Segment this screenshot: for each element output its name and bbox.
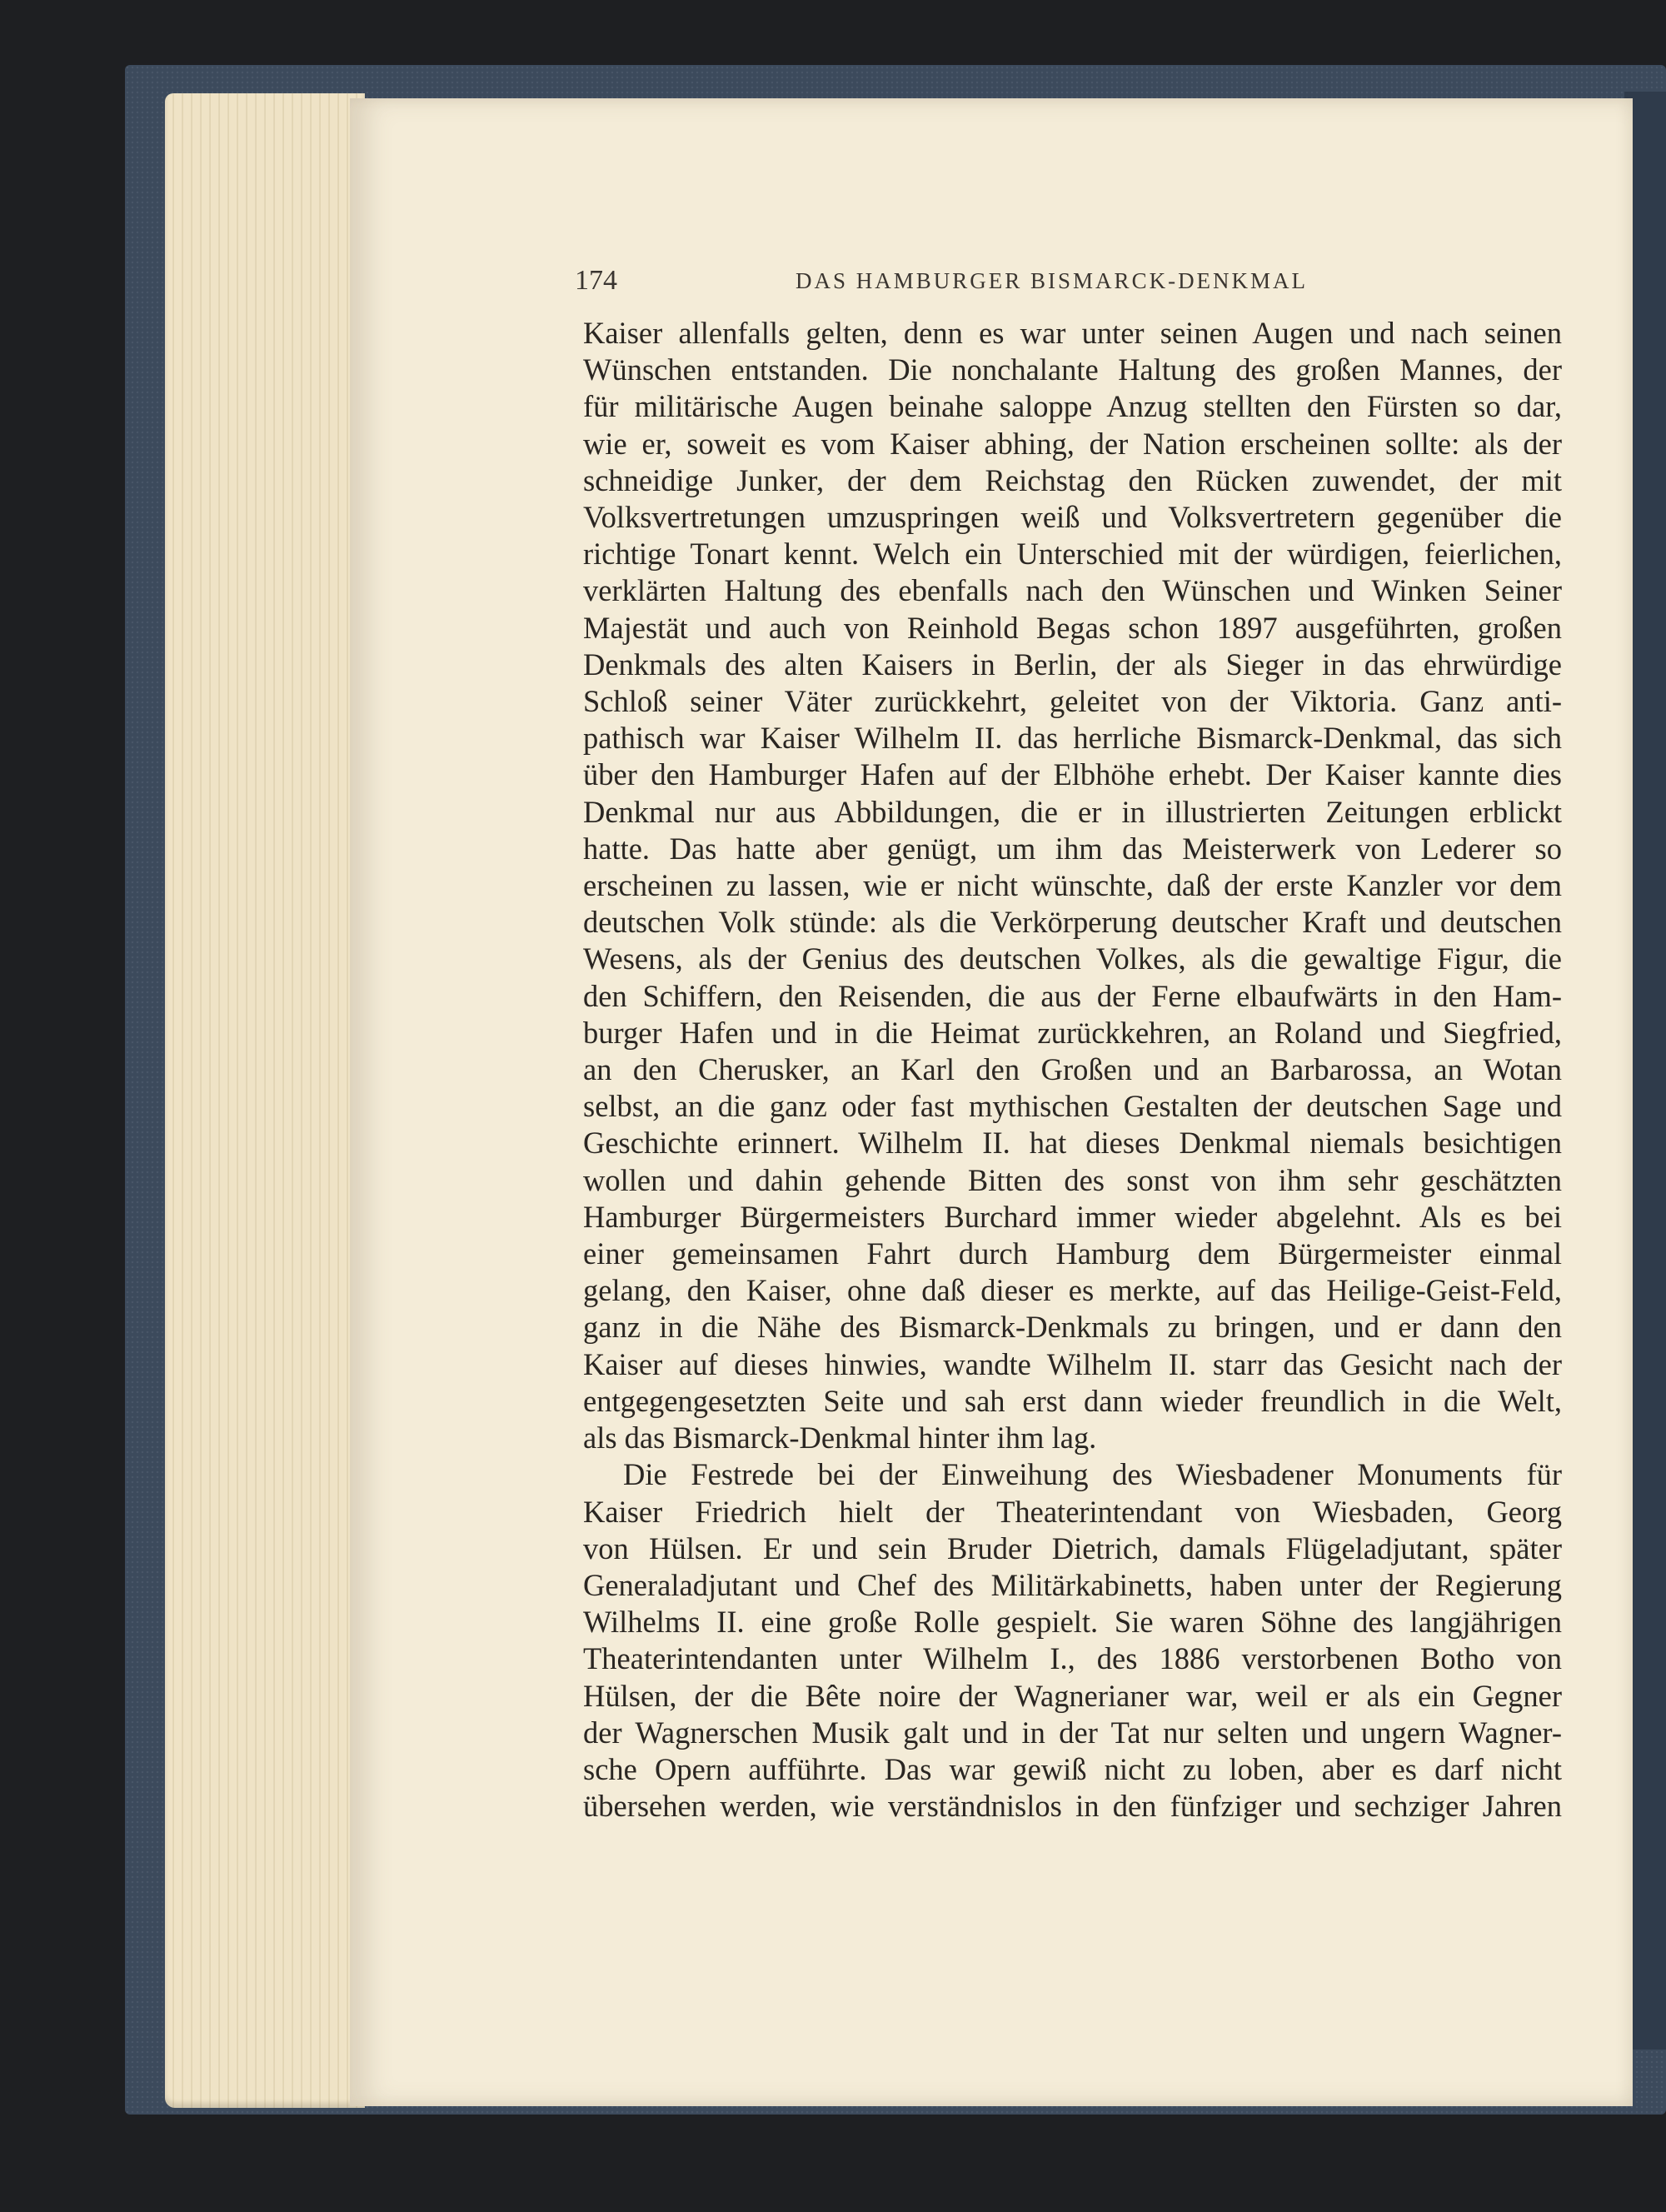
text-line: entgegengesetzten Seite und sah erst dann wieder freundlich in die Welt,: [583, 1383, 1562, 1418]
show-through-text: [450, 733, 558, 825]
text-line: Wünschen entstanden. Die nonchalante Haltung des großen Mannes, der: [583, 352, 1562, 387]
text-line: ganz in die Nähe des Bismarck-Denkmals zu bringen, und er dann den: [583, 1310, 1562, 1345]
text-line: Schloß seiner Väter zurückkehrt, geleitet von der Viktoria. Ganz anti-: [583, 684, 1562, 719]
text-line: schneidige Junker, der dem Reichstag den Rücken zuwendet, der mit: [583, 462, 1562, 497]
text-line: sche Opern aufführte. Das war gewiß nicht zu loben, aber es darf nicht: [583, 1751, 1562, 1786]
paragraph: [583, 1456, 1562, 1825]
text-line: deutschen Volk stünde: als die Verkörperung deutscher Kraft und deutschen: [583, 905, 1562, 940]
text-line: als das Bismarck-Denkmal hinter ihm lag.: [583, 1421, 1097, 1456]
text-line: über den Hamburger Hafen auf der Elbhöhe erhebt. Der Kaiser kannte dies: [583, 757, 1562, 792]
text-line: Volksvertretungen umzuspringen weiß und Volksvertretern gegenüber die: [583, 500, 1562, 535]
page-stack-edges: [165, 93, 365, 2108]
text-line: Wilhelms II. eine große Rolle gespielt. Sie waren Söhne des langjährigen: [583, 1605, 1562, 1640]
text-line: pathisch war Kaiser Wilhelm II. das herrliche Bismarck-Denkmal, das sich: [583, 721, 1562, 756]
text-line: der Wagnerschen Musik galt und in der Tat nur selten und ungern Wagner-: [583, 1715, 1562, 1750]
text-line: Die Festrede bei der Einweihung des Wiesbadener Monuments für: [623, 1457, 1562, 1492]
running-title: DAS HAMBURGER BISMARCK-DENKMAL: [796, 268, 1309, 293]
text-line: Geschichte erinnert. Wilhelm II. hat dieses Denkmal niemals besichtigen: [583, 1126, 1562, 1161]
text-line: Kaiser Friedrich hielt der Theaterintendant von Wiesbaden, Georg: [583, 1494, 1562, 1529]
text-line: für militärische Augen beinahe saloppe Anzug stellten den Fürsten so dar,: [583, 389, 1562, 424]
text-line: verklärten Haltung des ebenfalls nach den Wünschen und Winken Seiner: [583, 573, 1562, 608]
text-line: Generaladjutant und Chef des Militärkabinetts, haben unter der Regierung: [583, 1567, 1562, 1602]
text-line: gelang, den Kaiser, ohne daß dieser es merkte, auf das Heilige-Geist-Feld,: [583, 1273, 1562, 1308]
text-line: Theaterintendanten unter Wilhelm I., des 1886 verstorbenen Botho von: [583, 1641, 1562, 1676]
text-line: Kaiser auf dieses hinwies, wandte Wilhelm II. starr das Gesicht nach der: [583, 1346, 1562, 1381]
text-line: wie er, soweit es vom Kaiser abhing, der Nation erscheinen sollte: als der: [583, 426, 1562, 461]
body-text: [583, 315, 1562, 1825]
text-line: Denkmal nur aus Abbildungen, die er in illustrierten Zeitungen erblickt: [583, 794, 1562, 829]
text-line: hatte. Das hatte aber genügt, um ihm das Meisterwerk von Lederer so: [583, 831, 1562, 866]
text-line: Hülsen, der die Bête noire der Wagnerianer war, weil er als ein Gegner: [583, 1678, 1562, 1713]
text-line: übersehen werden, wie verständnislos in den fünfziger und sechziger Jahren: [583, 1789, 1562, 1824]
text-line: selbst, an die ganz oder fast mythischen Gestalten der deutschen Sage und: [583, 1089, 1562, 1124]
page-header: [575, 265, 1566, 307]
text-line: Kaiser allenfalls gelten, denn es war unter seinen Augen und nach seinen: [583, 316, 1562, 350]
text-line: Hamburger Bürgermeisters Burchard immer wieder abgelehnt. Als es bei: [583, 1199, 1562, 1234]
text-line: einer gemeinsamen Fahrt durch Hamburg dem Bürgermeister einmal: [583, 1236, 1562, 1271]
text-line: Denkmals des alten Kaisers in Berlin, der als Sieger in das ehrwürdige: [583, 647, 1562, 682]
text-line: an den Cherusker, an Karl den Großen und an Barbarossa, an Wotan: [583, 1052, 1562, 1087]
text-line: richtige Tonart kennt. Welch ein Unterschied mit der würdigen, feierlichen,: [583, 537, 1562, 572]
paragraph: [583, 315, 1562, 1456]
text-line: den Schiffern, den Reisenden, die aus der Ferne elbaufwärts in den Ham-: [583, 978, 1562, 1013]
text-line: wollen und dahin gehende Bitten des sonst von ihm sehr geschätzten: [583, 1162, 1562, 1197]
text-line: Wesens, als der Genius des deutschen Volkes, als die gewaltige Figur, die: [583, 941, 1562, 976]
text-line: Majestät und auch von Reinhold Begas schon 1897 ausgeführten, großen: [583, 610, 1562, 645]
page-number: 174: [575, 265, 617, 296]
text-line: burger Hafen und in die Heimat zurückkehren, an Roland und Siegfried,: [583, 1015, 1562, 1050]
text-line: von Hülsen. Er und sein Bruder Dietrich, damals Flügeladjutant, später: [583, 1530, 1562, 1565]
text-line: erscheinen zu lassen, wie er nicht wünschte, daß der erste Kanzler vor dem: [583, 868, 1562, 903]
